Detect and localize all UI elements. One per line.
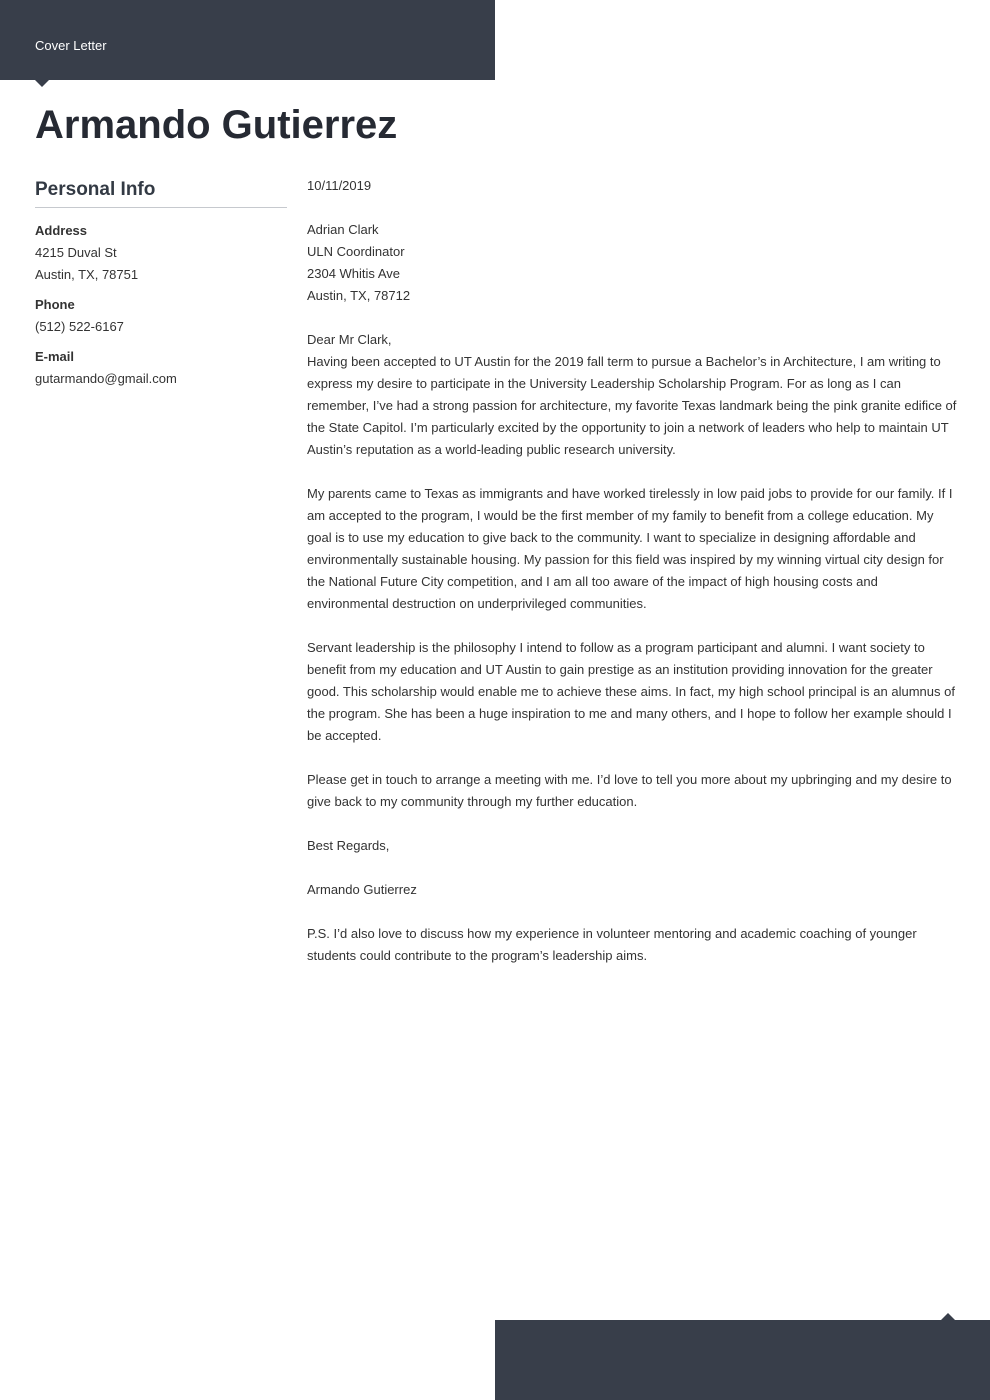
personal-info-section [35,178,287,390]
phone-label: Phone [35,297,75,312]
address-line-1: 4215 Duval St [35,245,117,260]
address-label: Address [35,223,88,238]
letter-body [307,175,957,967]
salutation: Dear Mr Clark, [307,332,392,347]
letter-date: 10/11/2019 [307,178,372,193]
applicant-name: Armando Gutierrez [35,103,398,147]
letter-paragraph: Having been accepted to UT Austin for the 2019 fall term to pursue a Bachelor’s in Architecture, I am writing to express my desire to participate in the University Leadership Scholarship Program. For as long as I can remember, I’ve had a strong passion for architecture, my favorite Texas landmark being the pink granite edifice of the State Capitol. I’m particularly excited by the opportunity to join a network of leaders who help to maintain UT Austin’s reputation as a world-leading public research university. [307,354,957,457]
signature: Armando Gutierrez [307,882,417,897]
phone-group [35,294,287,338]
closing: Best Regards, [307,838,390,853]
address-group [35,220,287,286]
recipient-city: Austin, TX, 78712 [307,288,411,303]
phone-value: (512) 522-6167 [35,319,124,334]
letter-paragraph: Servant leadership is the philosophy I intend to follow as a program participant and alumni. I want society to benefit from my education and UT Austin to gain prestige as an institution providing innovation for the greater good. This scholarship would enable me to achieve these aims. In fact, my high school principal is an alumnus of the program. She has been a huge inspiration to me and many others, and I hope to follow her example should I be accepted. [307,640,955,743]
email-group [35,346,287,390]
document-type-label: Cover Letter [35,38,107,53]
letter-paragraph: Please get in touch to arrange a meeting with me. I’d love to tell you more about my upbringing and my desire to give back to my community through my further education. [307,772,952,809]
recipient-name: Adrian Clark [307,222,379,237]
header-bar [0,0,495,80]
recipient-block [307,219,957,307]
postscript: P.S. I’d also love to discuss how my experience in volunteer mentoring and academic coaching of younger students could contribute to the program’s leadership aims. [307,926,917,963]
personal-info-heading: Personal Info [35,178,287,208]
email-label: E-mail [35,349,75,364]
header-pointer [35,80,49,87]
footer-bar [495,1320,990,1400]
letter-paragraph: My parents came to Texas as immigrants and have worked tirelessly in low paid jobs to provide for our family. If I am accepted to the program, I would be the first member of my family to benefit from a college education. My goal is to use my education to give back to the community. I want to specialize in designing affordable and environmentally sustainable housing. My passion for this field was inspired by my winning virtual city design for the National Future City competition, and I am all too aware of the impact of high housing costs and environmental destruction on underprivileged communities. [307,486,953,611]
email-value: gutarmando@gmail.com [35,371,177,386]
address-line-2: Austin, TX, 78751 [35,267,139,282]
footer-pointer [941,1313,955,1320]
recipient-title: ULN Coordinator [307,244,405,259]
recipient-street: 2304 Whitis Ave [307,266,400,281]
